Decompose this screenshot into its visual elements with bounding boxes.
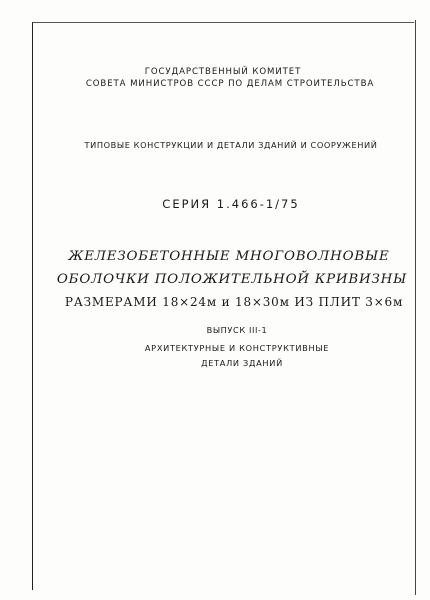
- title-line-3: РАЗМЕРАМИ 18×24м и 18×30м ИЗ ПЛИТ 3×6м: [64, 295, 404, 309]
- series-number: СЕРИЯ 1.466-1/75: [162, 197, 300, 211]
- right-edge-line: [415, 20, 416, 595]
- subtitle-line-1: АРХИТЕКТУРНЫЕ И КОНСТРУКТИВНЫЕ: [144, 343, 330, 353]
- title-line-2: ОБОЛОЧКИ ПОЛОЖИТЕЛЬНОЙ КРИВИЗНЫ: [56, 272, 408, 287]
- issue-number: ВЫПУСК III-1: [206, 325, 268, 335]
- collection-heading: ТИПОВЫЕ КОНСТРУКЦИИ И ДЕТАЛИ ЗДАНИЙ И СООРУЖЕНИЙ: [84, 140, 378, 150]
- document-title: [32, 245, 414, 314]
- committee-header: [32, 66, 414, 90]
- committee-line-1: ГОСУДАРСТВЕННЫЙ КОМИТЕТ: [144, 67, 302, 77]
- title-line-1: ЖЕЛЕЗОБЕТОННЫЕ МНОГОВОЛНОВЫЕ: [68, 249, 390, 264]
- committee-line-2: СОВЕТА МИНИСТРОВ СССР ПО ДЕЛАМ СТРОИТЕЛЬСТВА: [85, 79, 375, 89]
- subtitle-line-2: ДЕТАЛИ ЗДАНИЙ: [201, 358, 283, 368]
- issue-subtitle: [32, 341, 428, 371]
